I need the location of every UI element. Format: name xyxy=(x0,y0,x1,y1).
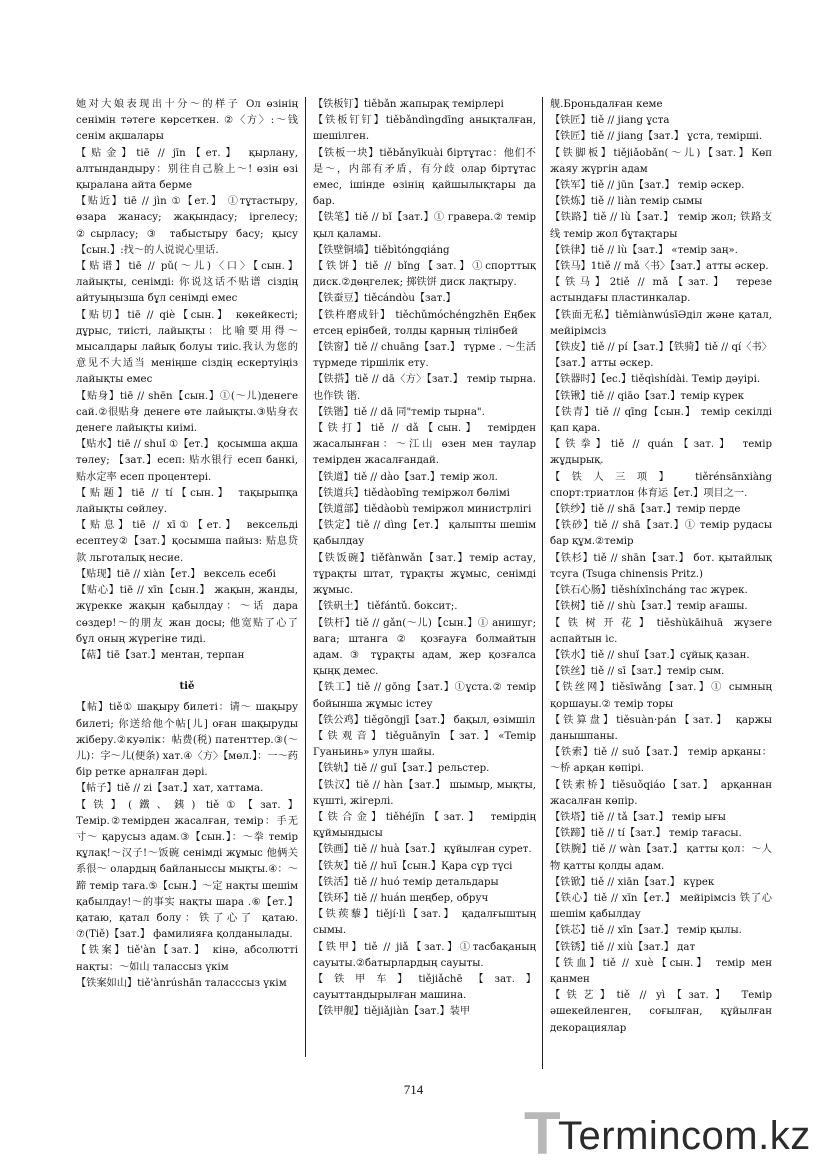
dictionary-entry: 【铁板一块】tiěbǎnyīkuài біртұтас：他们不是～，内部有矛盾，有分歧 олар біртұтас емес, ішінде өзінің қайшылықтары да бар. xyxy=(313,147,536,208)
dictionary-entry: 【贴金】tiē // jīn【ет.】 қырлану, алтындандыру：别往自己脸上～! өзін өзі қыралана айта берме xyxy=(76,147,298,192)
dictionary-entry: 【铁心】tiě // xīn【ет.】 мейірімсіз 铁了心 шешім қабылдау xyxy=(550,892,772,921)
dictionary-entry: 【铁蚕豆】tiěcándòu【зат.】 xyxy=(313,293,456,305)
dictionary-entry: 舰.Броньдалған кеме xyxy=(550,99,663,110)
dictionary-entry: 【萜】tiē【зат.】ментан, терпан xyxy=(76,649,245,661)
dictionary-entry: 【铁匠】tiě // jiang ұста xyxy=(550,115,670,127)
dictionary-entry: 【铁塔】tiě // tǎ【зат.】 темір ығы xyxy=(550,811,726,823)
dictionary-entry: 【铁青】tiě // qīng【сын.】 темір секілді қап қара. xyxy=(550,406,772,435)
dictionary-entry: 【铁脚板】tiějiǎobǎn(～儿)【зат.】Көп жаяу жүргін адам xyxy=(550,147,772,175)
dictionary-entry: 【铁炼】tiě // liàn темір сымы xyxy=(550,196,703,208)
dictionary-entry: 【铁甲】tiě // jiǎ【зат.】①тасбақаның сауыты.②батырлардың сауыты. xyxy=(313,941,536,969)
termincom-logo[interactable] xyxy=(524,1100,814,1167)
dictionary-entry: 【铁饭碗】tiěfànwǎn【зат.】темір астау, тұрақты штат, тұрақты жұмыс, сенімді жұмыс. xyxy=(313,552,536,597)
dictionary-entry: 【铁搭】tiě // dā〈方〉【зат.】 темір тырна.也作铁 锴. xyxy=(313,374,536,402)
dictionary-entry: 【铁】(鐵、銕) tiě①【зат.】 Темір.②темірден жасалған, темір：手无寸～ қарусыз адам.③【сын.】：～拳 темір құлақ!～汉子!～饭碗 сенімді жұмыс 他俩关系很～ олардың байланыссы мықты.④：～蹄 темір таға.⑤【сын.】～定 нақты шешім қабылдау!～的事实 нақты шара .⑥【ет.】қатаю, қатал болу：铁了心了 қатаю. ⑦(Tiě)【зат.】 фамилияға қолданылады. xyxy=(76,799,298,941)
dictionary-entry: 【铁饼】tiě // bǐng【зат.】①спорттық диск.②дөңгелек; 掷铁饼 диск лақтыру. xyxy=(313,261,536,289)
dictionary-entry: 【铁砂】tiě // shā【зат.】① темір рудасы бар құм.②темір xyxy=(550,520,772,548)
logo-t-mark-icon: T xyxy=(524,1100,561,1167)
dictionary-entry: 【铁甲舰】tiějiǎjiàn【зат.】装甲 xyxy=(313,1006,471,1018)
dictionary-entry: 【铁甲车】tiějiǎchē【зат.】 сауыттандырылған машина. xyxy=(313,973,536,1002)
dictionary-column-3 xyxy=(550,97,772,1072)
dictionary-entry: 【铁锴】tiě // dā 同"темір тырна". xyxy=(313,406,485,418)
dictionary-entry: 【铁观音】tiěguānyīn【зат.】«Temір Гуаньинь» улун шайы. xyxy=(313,730,536,759)
column-divider-2 xyxy=(542,97,543,1069)
dictionary-entry: 【铁血】tiě // xuè【сын.】 темір мен қанмен xyxy=(550,957,772,985)
dictionary-entry: 【贴水】tiē // shuǐ ①【ет.】 қосымша ақша төлеу; 【зат.】есеп: 贴水银行 есеп банкі, 贴水定率 есеп процентері. xyxy=(76,439,298,483)
dictionary-entry: 【铁树开花】tiěshùkāihuā жүзеге аспайтын іс. xyxy=(550,617,772,645)
dictionary-entry: 【铁活】tiě // huó темір детальдары xyxy=(313,876,499,888)
dictionary-entry: 【贴身】tiē // shēn【сын.】①(～儿)денеге сай.②很贴身 денеге өте лайықты.③贴身衣 денеге лайықты киімі. xyxy=(76,390,298,435)
dictionary-entry: 【铁轨】tiě // guǐ【зат.】рельстер. xyxy=(313,763,490,775)
dictionary-entry: 【铁道部】tiědàobù теміржол министрлігі xyxy=(313,504,532,516)
dictionary-entry: 【铁窗】tiě // chuāng【зат.】 түрме . ～生活 түрмеде тіршілік ету. xyxy=(313,342,536,370)
dictionary-entry: 【贴息】tiē // xī①【ет.】 вексельді есептеу②【зат.】қосымша пайыз: 贴息贷款 льготалық несие. xyxy=(76,520,298,564)
dictionary-entry: 【铁人三项】 tiěrénsānxiàng спорт:триатлон 体育运【ет.】项目之一. xyxy=(550,471,772,499)
dictionary-entry: 【贴题】tiē // tí【сын.】 тақырыпқа лайықты сөйлеу. xyxy=(76,487,298,516)
dictionary-entry: 【铁丝】tiě // sī【зат.】темір сым. xyxy=(550,666,725,678)
dictionary-entry: 【铁合金】tiěhéjīn【зат.】 темірдің құймындысы xyxy=(313,811,536,840)
dictionary-entry: 【铁纱】tiě // shā【зат.】темір перде xyxy=(550,504,741,516)
dictionary-entry: 【铁腕】tiě // wàn【зат.】 қатты қол：～人物 қатты қолды адам. xyxy=(550,844,772,872)
dictionary-entry: 【铁索】tiě // suǒ【зат.】 темір арқаны：～桥 арқан көпірі. xyxy=(550,747,772,775)
dictionary-entry: 【铁灰】tiě // huī【сын.】Қара сұр түсі xyxy=(313,860,513,872)
dictionary-entry: 【铁杆】tiě // gǎn(～儿)【сын.】① анишуг; вага; штанга ② қозғауға болмайтын адам. ③ тұрақты адам, жер қозғалса қыңқ демес. xyxy=(313,617,536,678)
dictionary-entry: 【铁蒺藜】tiějí·lì【зат.】 қадалғыштың сымы. xyxy=(313,909,536,937)
dictionary-entry: 【铁算盘】tiěsuàn·pán【зат.】 қаржы данышпаны. xyxy=(550,714,772,742)
dictionary-entry: 【铁水】tiě // shuǐ【зат.】сұйық қазан. xyxy=(550,649,750,661)
dictionary-entry: 【贴切】tiē // qiè【сын.】 көкейкесті; дұрыс, тиісті, лайықты：比喻要用得～ мысалдары лайық болуы тиіс.我认为您的意见不大适当 меніңше сіздің ескертуіңіз лайықты емес xyxy=(76,309,298,386)
dictionary-entry: 【铁器时】【ес.】tiěqìshídài. Темір дәуірі. xyxy=(550,374,761,386)
dictionary-entry: 【铁笔】tiě // bǐ【зат.】① гравера.② темір қыл қаламы. xyxy=(313,212,536,240)
dictionary-entry: 【铁壁铜墙】tiěbìtóngqiáng xyxy=(313,244,450,256)
dictionary-entry: 【铁工】tiě // gōng【зат.】①ұста.② темір бойынша жұмыс істеу xyxy=(313,682,536,710)
dictionary-entry: 【铁律】tiě // lù【зат.】 «темір заң». xyxy=(550,244,738,256)
dictionary-entry: 【铁道兵】tiědàobīng теміржол бөлімі xyxy=(313,487,510,499)
dictionary-entry: 【铁杉】tiě // shān【зат.】 бот. қытайлық тсуга (Tsuga chinensis Pritz.) xyxy=(550,552,772,580)
dictionary-entry: 【铁案如山】tiě'ànrúshān таласссыз үкім xyxy=(76,977,287,989)
dictionary-entry: 她对大娘表现出十分～的样子 Ол өзінің сенімін тәтеге көрсеткен. ②〈方〉:～钱 сенім ақшалары xyxy=(76,99,298,143)
dictionary-entry: 【铁锈】tiě // xiù【зат.】 дат xyxy=(550,941,696,953)
dictionary-entry: 【铁皮】tiě // pí【зат.】【铁骑】tiě // qí〈书〉【зат.】атты әскер. xyxy=(550,342,772,370)
logo-text: Termincom.kz xyxy=(558,1114,811,1158)
dictionary-entry: 【铁环】tiě // huán шеңбер, обруч xyxy=(313,892,489,904)
dictionary-entry: 【铁板钉】tiěbǎn жапырақ темірлері xyxy=(313,99,504,110)
dictionary-entry: 【铁锨】tiě // xiān【зат.】 күрек xyxy=(550,876,715,888)
dictionary-entry: 【铁汉】tiě // hàn【зат.】 шымыр, мықты, күшті, жігерлі. xyxy=(313,779,536,807)
page-number: 714 xyxy=(403,1082,424,1097)
dictionary-entry: 【铁案】tiě'àn【зат.】 кінә, абсолютті нақты：～如山 талассыз үкім xyxy=(76,945,298,973)
dictionary-entry: 【铁定】tiě // dìng【ет.】 қалыпты шешім қабылдау xyxy=(313,520,536,548)
dictionary-entry: 【铁打】tiě // dǎ【сын.】 темірден жасалынған：～江山 өзен мен таулар темірден жасалғандай. xyxy=(313,423,536,467)
dictionary-entry: 【帖子】tiě // zi【зат.】хат, хаттама. xyxy=(76,783,264,795)
dictionary-entry: 【铁蹄】tiě // tí【зат.】 темір тағасы. xyxy=(550,828,742,840)
dictionary-entry: 【帖】tiě① шақыру билеті：请～ шақыру билеті; 你送给他个帖[儿] оған шақыруды жіберу.②куәлік：帖费(税) патенттер.③(～儿)：字～儿(便条) хат.④〈方〉【мөл.】：一～药 бір ретке арналған дәрі. xyxy=(76,702,298,779)
dictionary-entry: 【贴谱】tiē // pǔ(～儿)〈口〉【сын.】 лайықты, сенімді: 你说这话不贴谱 сіздің айтуыңызша бұл сенімді емес xyxy=(76,261,298,305)
dictionary-entry: 【铁道】tiě // dào【зат.】темір жол. xyxy=(313,471,498,483)
dictionary-entry: 【铁索桥】tiěsuǒqiáo【зат.】 арқаннан жасалған көпір. xyxy=(550,779,772,807)
dictionary-entry: 【铁杵磨成针】 tiěchǔmóchéngzhēn Еңбек етсең ерінбей, толды қарның тілінбей xyxy=(313,309,536,337)
dictionary-entry: 【铁锹】tiě // qiāo【зат.】темір күрек xyxy=(550,390,744,402)
dictionary-entry: 【贴近】tiē // jìn ①【ет.】 ①тұтастыру, өзара жанасу; жақындасу; іргелесу; ②сырласу; ③ табыстыру басу; қысу【сын.】:找～的人说说心里话. xyxy=(76,196,298,256)
dictionary-entry: 【铁丝网】tiěsīwǎng【зат.】① сымның қоршауы.② темір торы xyxy=(550,682,772,710)
section-heading: tiě xyxy=(179,680,195,693)
dictionary-entry: 【铁路】tiě // lù【зат.】 темір жол; 铁路支线 темір жол бұтақтары xyxy=(550,212,772,240)
dictionary-entry: 【铁矾土】 tiěfántǔ. боксит;. xyxy=(313,601,458,613)
column-divider-1 xyxy=(305,97,306,1057)
dictionary-entry: 【贴现】tiē // xiàn【ет.】 вексель есебі xyxy=(76,568,276,580)
dictionary-entry: 【贴心】tiē // xīn【сын.】 жақын, жанды, жүрекке жақын қабылдау：～话 дара сөздер!～的朋友 жан досы; 他宽贴了心了 бұл оның жүрегіне тиді. xyxy=(76,585,298,645)
dictionary-column-2 xyxy=(313,97,536,1052)
dictionary-entry: 【铁石心肠】tiěshíxīncháng тас жүрек. xyxy=(550,585,748,597)
dictionary-entry: 【铁马】2tiě // mǎ【зат.】 терезе астындағы пластинкалар. xyxy=(550,277,772,305)
dictionary-entry: 【铁艺】tiě // yì【зат.】 Темір әшекейленген, соғылған, құйылған декорациялар xyxy=(550,990,772,1034)
dictionary-entry: 【铁画】tiě // huà【зат.】 құйылған сурет. xyxy=(313,844,532,856)
dictionary-entry: 【铁拳】tiě // quán【зат.】 темір жұдырық. xyxy=(550,439,772,467)
dictionary-entry: 【铁公鸡】tiěgōngjī【зат.】 бақыл, өзімшіл xyxy=(313,714,536,726)
dictionary-column-1 xyxy=(76,97,298,1072)
dictionary-entry: 【铁马】1tiě // mǎ〈书〉【зат.】атты әскер. xyxy=(550,261,769,273)
dictionary-entry: 【铁面无私】tiěmiànwúsīӘділ және қатал, мейірімсіз xyxy=(550,309,772,337)
dictionary-entry: 【铁军】tiě // jūn【зат.】 темір әскер. xyxy=(550,180,745,192)
dictionary-entry: 【铁板钉钉】tiěbǎndìngdīng анықталған, шешілген. xyxy=(313,115,536,143)
dictionary-entry: 【铁树】tiě // shù【зат.】темір ағашы. xyxy=(550,601,748,613)
dictionary-entry: 【铁匠】tiě // jiang【зат.】 ұста, темірші. xyxy=(550,131,763,143)
dictionary-entry: 【铁芯】tiě // xīn【зат.】 темір қылы. xyxy=(550,925,742,937)
